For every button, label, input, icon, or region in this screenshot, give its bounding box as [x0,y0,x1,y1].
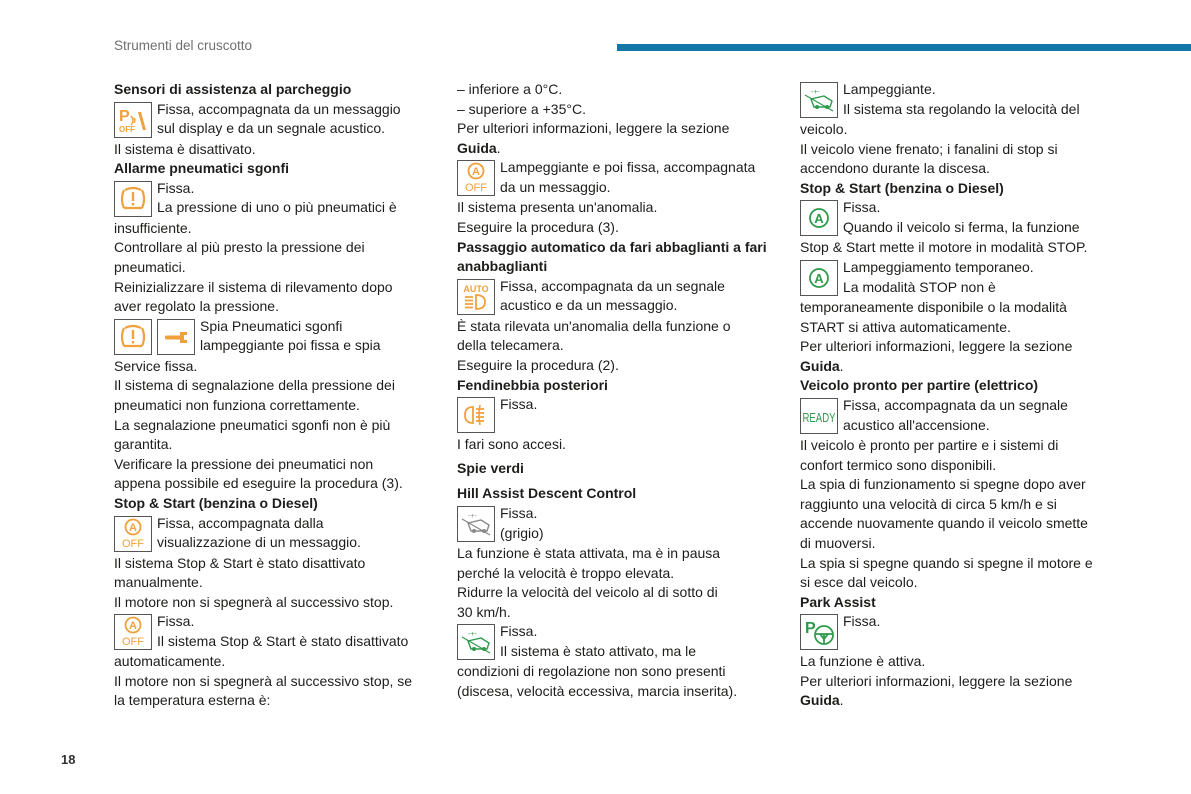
parking-off-text: OFF [119,124,135,134]
text-line: Fissa. [500,504,538,521]
text-line: La funzione è attiva. [800,653,926,670]
text-line: garantita. [114,436,173,453]
heading-hill-descent: Hill Assist Descent Control [457,485,637,502]
tyre-pressure-icon [114,319,152,355]
text-line: Il sistema è disattivato. [114,140,256,157]
text-line: La funzione è stata attivata, ma è in pausa [457,544,721,561]
hill-descent-green-icon [800,82,838,118]
text-line: Verificare la pressione dei pneumatici non [114,455,374,472]
text-line: La segnalazione pneumatici sgonfi non è più [114,416,391,433]
text-line: Spia Pneumatici sgonfi [200,317,343,334]
section-title: Strumenti del cruscotto [114,38,253,53]
heading-stop-start: Stop & Start (benzina o Diesel) [114,494,318,511]
column-3 [800,80,1115,711]
stop-start-off-icon [114,516,152,552]
text-line: Fissa, accompagnata dalla [157,514,324,531]
text-line: temporaneamente disponibile o la modalità [800,298,1067,315]
text-line: Fissa. [500,623,538,640]
text-line: acustico all'accensione. [843,416,990,433]
text-line: insufficiente. [114,219,192,236]
park-p-letter: P [805,620,816,638]
text-line: si esce dal veicolo. [800,574,918,591]
text-line: raggiunto una velocità di circa 5 km/h e si [800,495,1057,512]
text-line: Il sistema è stato attivato, ma le [500,642,697,659]
heading-parking-sensors: Sensori di assistenza al parcheggio [114,81,352,97]
a-letter: A [814,270,824,286]
heading-rear-fog: Fendinebbia posteriori [457,376,608,393]
text-line: – superiore a +35°C. [457,100,586,117]
text-line: accende nuovamente quando il veicolo smette [800,515,1088,532]
auto-text: AUTO [463,283,489,294]
a-letter: A [129,620,137,633]
off-text: OFF [465,182,487,195]
text-line: sul display e da un segnale acustico. [157,120,386,137]
heading-auto-high-beam: Passaggio automatico da fari abbaglianti a fari anabbaglianti [457,238,767,275]
text-line: Il sistema presenta un'anomalia. [457,199,658,216]
a-letter: A [129,521,137,534]
text-line: automaticamente. [114,653,226,670]
text-line: Il sistema sta regolando la velocità del [843,100,1080,117]
text-line: Per ulteriori informazioni, leggere la sezione [800,672,1073,689]
off-text: OFF [122,636,144,649]
text-line: Fissa, accompagnata da un segnale [500,277,725,294]
text-line: confort termico sono disponibili. [800,456,997,473]
text-line: da un messaggio. [500,178,611,195]
text-line: appena possibile ed eseguire la procedura (3). [114,475,403,492]
text-line: pneumatici. [114,258,186,275]
text-line: – inferiore a 0°C. [457,81,563,97]
text-line: Il motore non si spegnerà al successivo stop. [114,593,394,610]
text-line: aver regolato la pressione. [114,298,279,315]
text-line: START si attiva automaticamente. [800,318,1011,335]
guida-link[interactable]: Guida [800,692,840,709]
stop-start-green-icon [800,200,838,236]
text-line: Fissa. [157,613,195,630]
text-line: veicolo. [800,121,848,137]
text-line: Fissa. [157,179,195,196]
text-line: (grigio) [500,524,544,541]
text-line: Service fissa. [114,357,198,374]
text-line: Il veicolo viene frenato; i fanalini di stop si [800,140,1058,157]
text-line: perché la velocità è troppo elevata. [457,564,675,581]
text-line: Eseguire la procedura (3). [457,218,619,235]
text-line: Stop & Start mette il motore in modalità STOP. [800,239,1088,256]
text-line: Il veicolo è pronto per partire e i sistemi di [800,436,1059,453]
guida-link[interactable]: Guida [800,357,840,374]
text-line: Quando il veicolo si ferma, la funzione [843,218,1080,235]
text-line: Il motore non si spegnerà al successivo stop, se [114,672,413,689]
a-letter: A [814,211,824,227]
text-line: lampeggiante poi fissa e spia [200,337,381,354]
stop-start-off-icon [457,160,495,196]
guida-reference: Guida. [800,692,844,709]
text-line: Fissa, accompagnata da un messaggio [157,100,401,117]
park-assist-icon [800,614,838,650]
text-line: Il sistema di segnalazione della pressione dei [114,377,395,394]
text-line: Lampeggiante e poi fissa, accompagnata [500,159,756,176]
text-line: accendono durante la discesa. [800,160,990,177]
stop-start-green-icon [800,260,838,296]
text-line: Lampeggiamento temporaneo. [843,258,1034,275]
heading-park-assist: Park Assist [800,593,876,610]
service-wrench-icon [157,319,195,355]
tyre-pressure-icon [114,181,152,217]
text-line: Ridurre la velocità del veicolo al di sotto di [457,584,718,601]
text-line: È stata rilevata un'anomalia della funzione o [457,317,731,334]
text-line: Fissa, accompagnata da un segnale [843,396,1068,413]
parking-p-letter: P [119,107,130,125]
heading-stop-start-green: Stop & Start (benzina o Diesel) [800,179,1004,196]
text-line: La spia si spegne quando si spegne il motore e [800,554,1093,571]
hill-descent-grey-icon [457,506,495,542]
text-line: 30 km/h. [457,603,511,620]
parking-sensors-off-icon [114,102,152,138]
text-line: la temperatura esterna è: [114,692,271,709]
text-line: La modalità STOP non è [843,278,996,295]
text-line: di muoversi. [800,534,876,551]
text-line: condizioni di regolazione non sono presenti [457,663,726,680]
text-line: Controllare al più presto la pressione dei [114,239,365,256]
text-line: La spia di funzionamento si spegne dopo aver [800,476,1086,493]
text-line: Per ulteriori informazioni, leggere la sezione [457,120,730,137]
rear-fog-lamp-icon [457,397,495,433]
text-line: Eseguire la procedura (2). [457,356,619,373]
header-accent-bar [617,44,1191,51]
text-line: acustico e da un messaggio. [500,297,678,314]
text-line: Il sistema Stop & Start è stato disattivato [114,554,366,571]
ready-icon [800,398,838,434]
stop-start-off-icon [114,614,152,650]
text-line: Per ulteriori informazioni, leggere la sezione [800,338,1073,355]
svg-text:-+-: -+- [468,631,477,639]
text-line: Reinizializzare il sistema di rilevamento dopo [114,278,393,295]
page-number: 18 [61,752,76,767]
text-line: Lampeggiante. [843,81,936,97]
a-letter: A [472,166,480,179]
heading-ready: Veicolo pronto per partire (elettrico) [800,377,1039,394]
text-line: manualmente. [114,574,203,591]
heading-green-lights: Spie verdi [457,459,524,476]
auto-headlamp-icon [457,279,495,315]
guida-reference: Guida. [457,139,501,156]
guida-link[interactable]: Guida [457,139,497,156]
text-line: Fissa. [500,396,538,413]
guida-reference: Guida. [800,357,844,374]
svg-text:-+-: -+- [811,89,820,96]
text-line: (discesa, velocità eccessiva, marcia inserita). [457,682,738,699]
column-1 [114,80,426,711]
text-line: pneumatici non funziona correttamente. [114,396,360,413]
text-line: Fissa. [843,199,881,216]
text-line: Il sistema Stop & Start è stato disattivato [157,632,409,649]
heading-tyre-warning: Allarme pneumatici sgonfi [114,160,290,177]
text-line: La pressione di uno o più pneumatici è [157,199,397,216]
text-line: I fari sono accesi. [457,436,566,453]
text-line: Fissa. [843,613,881,630]
text-line: della telecamera. [457,337,564,354]
ready-text: READY [802,410,836,425]
hill-descent-green-icon [457,624,495,660]
off-text: OFF [122,537,144,550]
svg-text:-+-: -+- [468,512,477,520]
text-line: visualizzazione di un messaggio. [157,534,361,551]
column-2 [457,80,779,701]
